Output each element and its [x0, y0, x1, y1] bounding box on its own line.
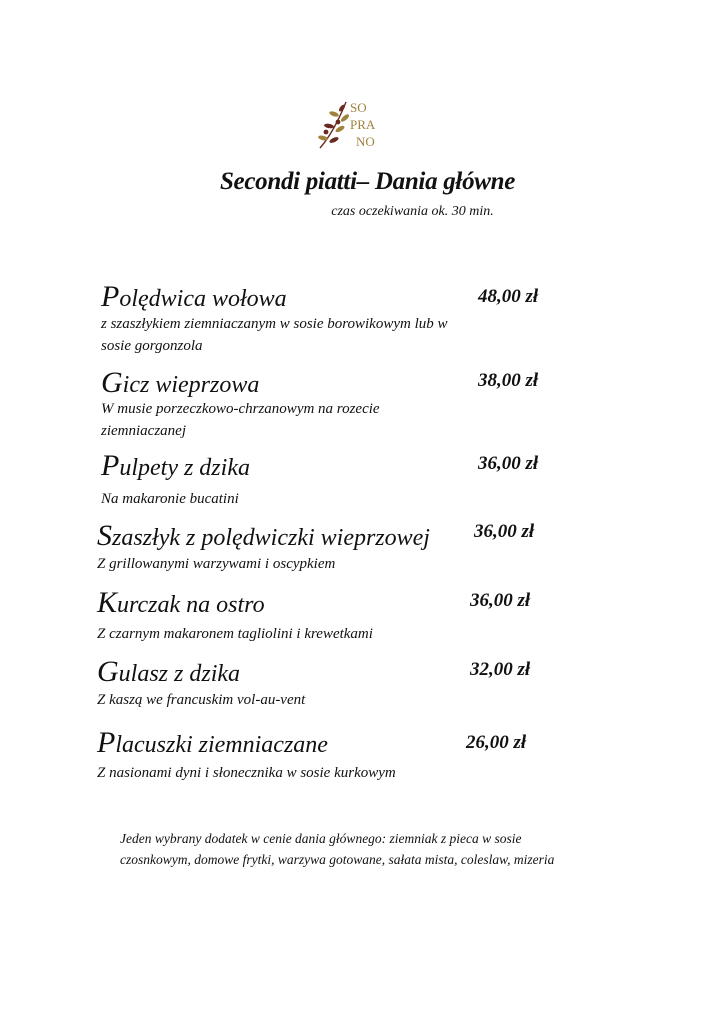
dish-description: z szaszłykiem ziemniaczanym w sosie borowikowym lub w sosie gorgonzola [101, 316, 448, 354]
dish-price: 36,00 zł [474, 521, 535, 542]
dish-name: Kurczak na ostro [97, 586, 265, 619]
dish-name: Szaszłyk z polędwiczki wieprzowej [97, 519, 430, 552]
dish-price: 48,00 zł [478, 286, 539, 307]
soprano-logo [312, 96, 382, 156]
dish-price: 36,00 zł [470, 590, 531, 611]
dish-description: Z nasionami dyni i słonecznika w sosie kurkowym [97, 765, 396, 781]
logo-text-no: NO [356, 134, 375, 149]
side-dish-note: Jeden wybrany dodatek w cenie dania głównego: ziemniak z pieca w sosie czosnkowym, domowe frytki, warzywa gotowane, sałata mista, coleslaw, mizeria [120, 831, 555, 867]
dish-description: Z kaszą we francuskim vol-au-vent [97, 692, 306, 708]
dish-description: Na makaronie bucatini [101, 491, 239, 507]
dish-name: Gulasz z dzika [97, 655, 241, 688]
olive-branch-icon [312, 96, 382, 156]
logo-text-so: SO [350, 100, 367, 115]
dish-price: 36,00 zł [478, 453, 539, 474]
dish-description: Z czarnym makaronem tagliolini i krewetkami [97, 626, 373, 642]
dish-description: W musie porzeczkowo-chrzanowym na rozecie ziemniaczanej [101, 401, 380, 439]
dish-name: Placuszki ziemniaczane [97, 726, 328, 759]
wait-time-note: czas oczekiwania ok. 30 min. [331, 204, 494, 219]
dish-price: 32,00 zł [470, 659, 531, 680]
logo-text-pra: PRA [350, 117, 376, 132]
page-title: Secondi piatti– Dania główne [219, 168, 516, 195]
dish-name: Gicz wieprzowa [101, 366, 260, 399]
dish-name: Polędwica wołowa [101, 280, 287, 313]
dish-price: 26,00 zł [466, 732, 527, 753]
dish-name: Pulpety z dzika [101, 449, 250, 482]
dish-description: Z grillowanymi warzywami i oscypkiem [97, 556, 336, 572]
dish-price: 38,00 zł [478, 370, 539, 391]
